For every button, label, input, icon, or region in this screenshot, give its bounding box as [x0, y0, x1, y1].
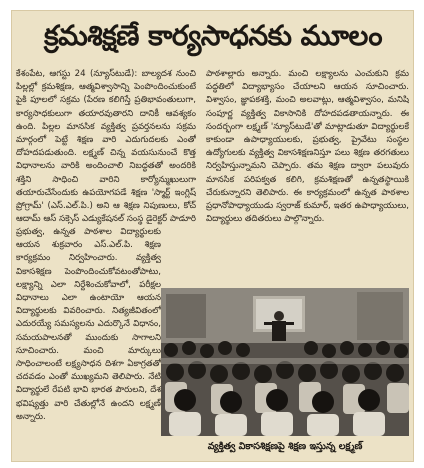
article-text-left: కేశంపేట, ఆగస్టు 24 (న్యూస్‌టుడే): బాల్యదశ నుంచి పిల్లల్లో క్రమశిక్షణ, ఆత్మవిశ్వాసాన్ని పెంపొందించుకుంటే పైకి పూలలో సక్రమ (పేరణ కలిగిస్తే ప్రతిభావంతులుగా, కార్యసాధకులుగా తయారవుతారని దానికీ ఆవశ్యకం ఉంది. పిల్లల మానసిక వ్యక్తిత్వ ప్రవర్తనలను సక్రమ మార్గంలో పెట్టే శిక్షణ వారి ఎదుగుదలకు ఎంతో దోహదపడుతుంది. లక్ష్మణ్ చిన్న వయసునుంచే కొత్త విధానాలను వారికి అందించాలి నిబద్ధతతో అందరికి శక్తిని సాధించి వారిని కార్యోన్ముఖులుగా తయారుచేసేందుకు ఉపయోగపడే శిక్షణ 'స్మార్ట్ ఇంగ్లిష్ ప్రోగ్రామ్' (ఎస్.ఎల్.పి.) అని ఆ శిక్షణ నిపుణులు, కోచ్ ఆదామ్ ఆస్ సక్సెస్ ఎడ్యుకేషనల్ సంస్థ డైరెక్టర్ పాడూరి — [16, 69, 196, 225]
article-column-lower — [16, 226, 161, 456]
photo-caption: వ్యక్తిత్వ వికాసశిక్షణపై శిక్షణ ఇస్తున్న లక్ష్మణ్ — [207, 440, 363, 452]
classroom-photo-illustration — [161, 288, 409, 436]
newspaper-clipping — [11, 10, 414, 462]
article-column-left — [16, 68, 196, 226]
article-text-lower: ప్రభుత్వ, ఉన్నత పాఠశాల విద్యార్థులకు ఆయన శుక్రవారం ఎస్.ఎల్.పి. శిక్షణ కార్యక్రమం నిర్వహించారు. వ్యక్తిత్వ వికాసశిక్షణ పెంపొందించుకోవటంతోపాటు, లక్ష్యాన్ని ఎలా నిర్దేశించుకోవాలో, పరీక్షల విధానాలు ఎలా ఉంటాయో ఆయన విద్యార్థులకు వివరించారు. నిత్యజీవితంలో ఎదురయ్యే సమస్యలను ఎదుర్కొనే విధానం, సమయపాలనతో ముందుకు సాగాలని సూచించారు. మంచి మార్కులు సాధించాలంటే లక్ష్యసాధన దిశగా ఏకాగ్రతతో చదవడం ఎంతో ముఖ్యమని తెలిపారు. నేటి విద్యార్థులే రేపటి భావి భారత పౌరులని, దేశ భవిష్యత్తు వారి చేతుల్లోనే ఉందని లక్ష్మణ్ అన్నారు. — [16, 227, 161, 422]
article-text-right: పాఠశాల్లారు అన్నారు. మంచి లక్ష్యాలను ఎంచుకుని క్రమ పద్ధతిలో విద్యాభ్యాసం చేయాలని ఆయన సూచించారు. విశ్వాసం, జ్ఞాపకశక్తి, మంచి అలవాట్లు, ఆత్మవిశ్వాసం, మనిషి సంపూర్ణ వ్యక్తిత్వ వికాసానికి దోహదపడతాయన్నారు. ఈ సందర్భంగా లక్ష్మణ్ 'న్యూస్‌టుడే'తో మాట్లాడుతూ విద్యార్థులకే కాకుండా ఉపాధ్యాయులకు, ప్రభుత్వ, ప్రైవేటు సంస్థల ఉద్యోగులకు వ్యక్తిత్వ వికాసశిక్షణనిస్తూ పలు శిక్షణ తరగతులు నిర్వహిస్తున్నామని చెప్పారు. తమ శిక్షణ ద్వారా పలువురు మానసిక పరిపక్వత కలిగి, క్రమశిక్షణతో ఉన్నతస్థాయికి చేరుకున్నారని తెలిపారు. ఈ కార్యక్రమంలో ఉన్నత పాఠశాల ప్రధానోపాధ్యాయుడు స్వరాజ్ కుమార్, ఇతర ఉపాధ్యాయులు, విద్యార్థులు తదితరులు పాల్గొన్నారు. — [206, 69, 409, 225]
headline: క్రమశిక్షణే కార్యసాధనకు మూలం — [43, 19, 383, 52]
news-photo — [161, 288, 409, 436]
article-column-right — [206, 68, 409, 286]
